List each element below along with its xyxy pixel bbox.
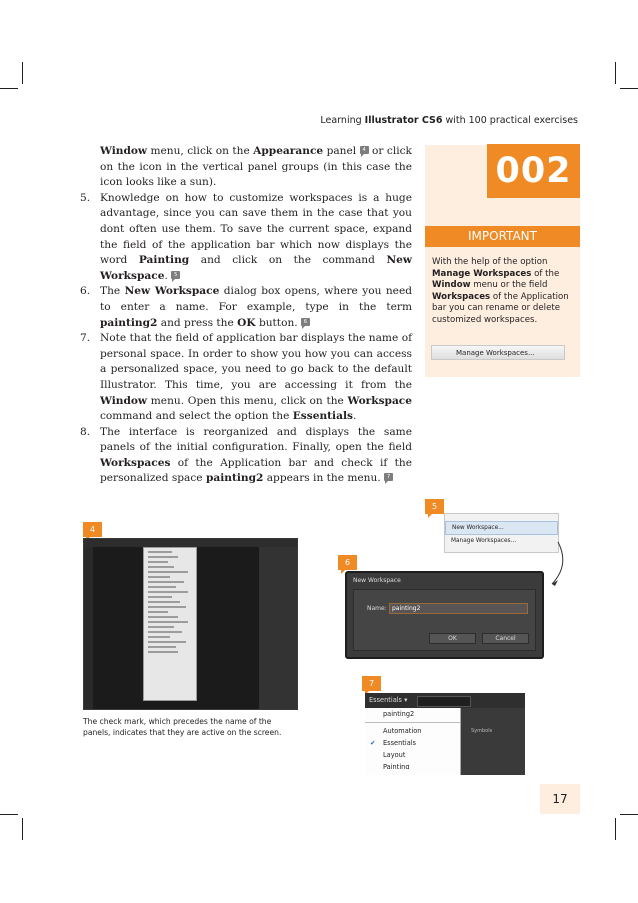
crop-mark [22, 818, 23, 840]
step-badge: 7 [384, 473, 393, 481]
crop-mark [615, 818, 616, 840]
figure-tag-5: 5 [425, 499, 444, 514]
window-menu-screenshot [143, 547, 197, 701]
menu-item-new-workspace: New Workspace... [445, 521, 558, 535]
crop-mark [615, 62, 616, 84]
running-header: Learning Illustrator CS6 with 100 practical exercises [320, 115, 578, 126]
manage-workspaces-screenshot: Manage Workspaces... [431, 345, 565, 360]
paragraph-5: 5. Knowledge on how to customize workspaces is a huge advantage, since you can save them in the case that you dont often use them. To save the current space, expand the field of the application bar which now displays the word Painting and click on the command New Workspace. 5 [80, 191, 412, 282]
figure-tag-6: 6 [338, 555, 357, 570]
important-text: With the help of the option Manage Workspaces of the Window menu or the field Workspaces of the Application bar you can rename or delete customized workspaces. [432, 257, 569, 325]
figure-tag-7: 7 [362, 676, 381, 691]
paragraph-7: 7. Note that the field of application bar displays the name of personal space. In order to show you how you can access a personalized space, you need to go back to the default Illustrator. This time, you are accessing it from the Window menu. Open this menu, click on the Workspace command and select the option the Essentials. [80, 332, 412, 423]
exercise-number: 002 [487, 144, 580, 198]
menu-item-manage-workspaces: Manage Workspaces... [451, 538, 517, 544]
crop-mark [620, 88, 638, 89]
crop-mark [620, 814, 638, 815]
paragraph-6: 6. The New Workspace dialog box opens, where you need to enter a name. For example, type in the term painting2 and press the OK button. 6 [80, 285, 412, 329]
crop-mark [0, 814, 18, 815]
connector-arrow [540, 540, 570, 590]
figure-caption: The check mark, which precedes the name of the panels, indicates that they are active on the screen. [83, 717, 282, 737]
figure-tag-4: 4 [83, 522, 102, 537]
crop-mark [0, 88, 18, 89]
new-workspace-dialog-screenshot: New Workspace Name: painting2 OK Cancel [345, 571, 544, 659]
page-number: 17 [540, 784, 580, 814]
crop-mark [22, 62, 23, 84]
paragraph-4-continued: Window menu, click on the Appearance panel 4 or click on the icon in the vertical panel groups (in this case the icon looks like a sun). [100, 145, 412, 189]
step-badge: 4 [360, 146, 369, 154]
important-title: IMPORTANT [425, 226, 580, 247]
body-text [80, 144, 412, 487]
paragraph-8: 8. The interface is reorganized and displays the same panels of the initial configuration. Finally, open the field Workspaces of the Application bar and check if the personalized space painting2 appears in the menu. 7 [80, 425, 412, 485]
illustrator-window-screenshot [83, 538, 298, 710]
step-badge: 5 [171, 271, 180, 279]
step-badge: 6 [301, 318, 310, 326]
workspace-field-screenshot: Essentials ▾ painting2 Automation ✔ Essentials Layout Painting Symbols [365, 693, 525, 775]
